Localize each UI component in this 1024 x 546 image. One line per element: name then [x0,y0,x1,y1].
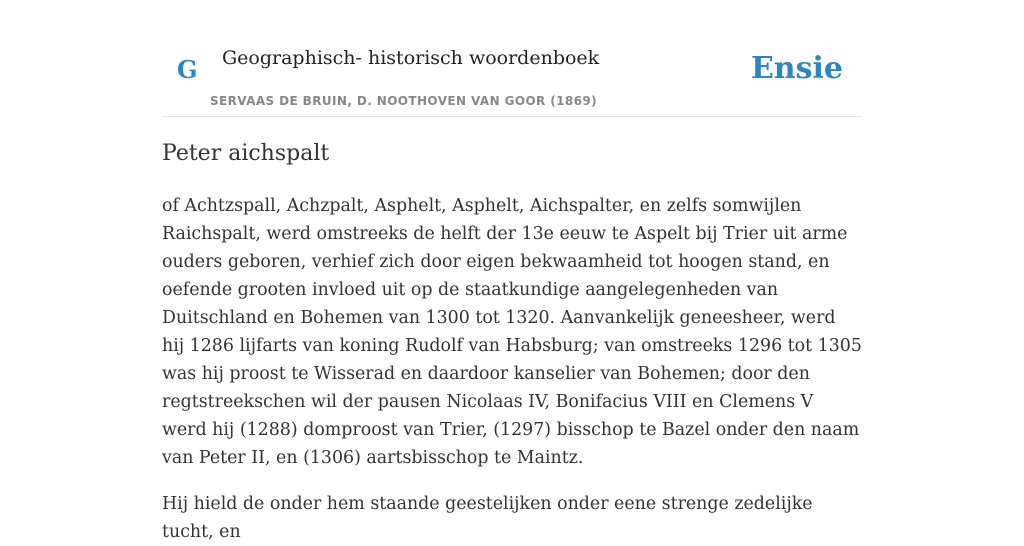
article [162,138,862,546]
book-authors: SERVAAS DE BRUIN, D. NOOTHOVEN VAN GOOR (1869) [210,94,598,108]
ensie-logo-link[interactable]: Ensie [750,51,843,86]
book-title[interactable]: Geographisch- historisch woordenboek [222,47,600,69]
article-paragraph: Hij hield de onder hem staande geestelijken onder eene strenge zedelijke tucht, en [162,494,813,542]
dictionary-logo-icon[interactable]: G [177,55,198,84]
article-title: Peter aichspalt [162,141,330,166]
article-paragraph: of Achtzspall, Achzpalt, Asphelt, Asphelt, Aichspalter, en zelfs somwijlen Raichspalt, werd omstreeks de helft der 13e eeuw te Aspelt bij Trier uit arme ouders geboren, verhief zich door eigen bekwaamheid tot hoogen stand, en oefende grooten invloed uit op de staatkundige aangelegenheden van Duitschland en Bohemen van 1300 tot 1320. Aanvankelijk geneesheer, werd hij 1286 lijfarts van koning Rudolf van Habsburg; van omstreeks 1296 tot 1305 was hij proost te Wisserad en daardoor kanselier van Bohemen; door den regtstreekschen wil der pausen Nicolaas IV, Bonifacius VIII en Clemens V werd hij (1288) domproost van Trier, (1297) bisschop te Bazel onder den naam van Peter II, en (1306) aartsbisschop te Maintz. [162,196,862,468]
site-header [162,0,862,117]
